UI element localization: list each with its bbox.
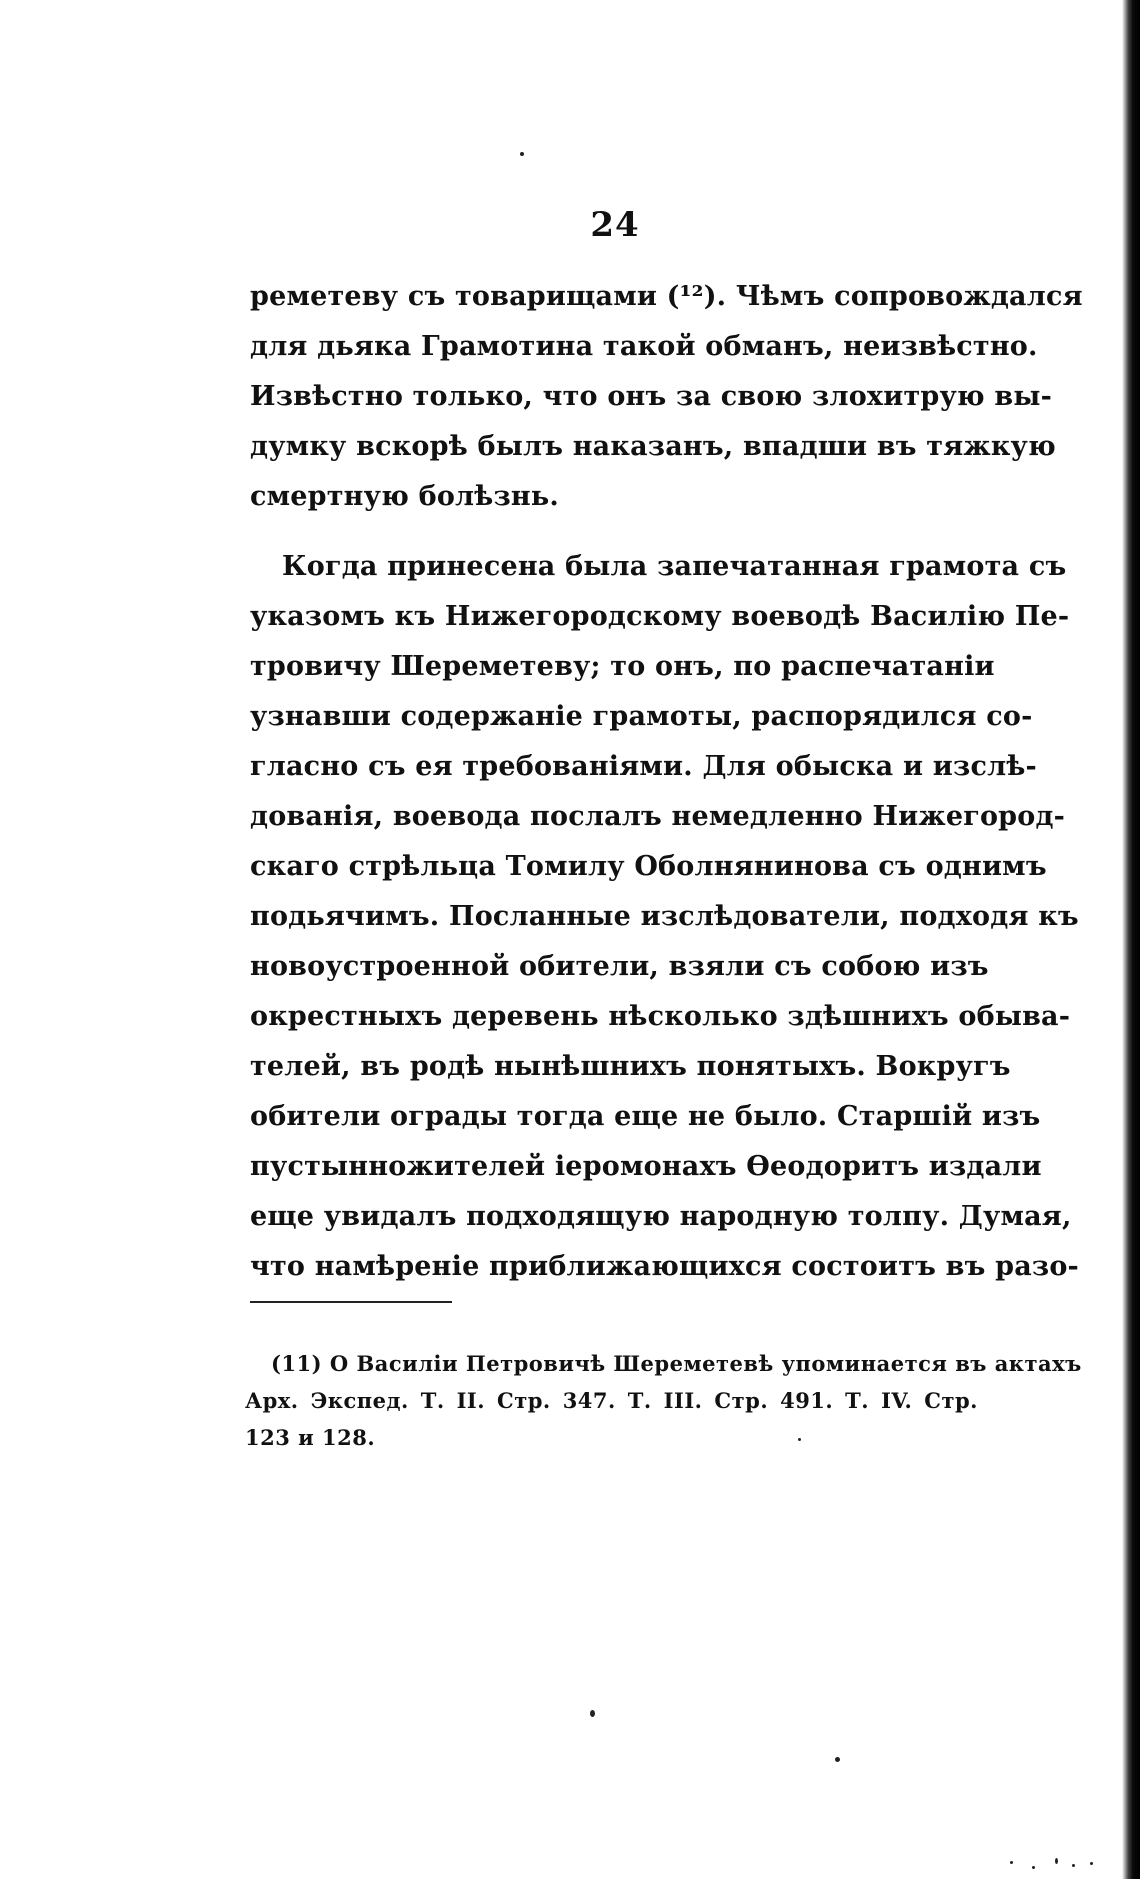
text-line: телей, въ родѣ нынѣшнихъ понятыхъ. Вокругъ [250, 1051, 1011, 1082]
footnote [245, 1345, 1082, 1456]
paragraph-gap [250, 522, 985, 542]
scan-speck [590, 1710, 595, 1717]
scan-speck [1055, 1858, 1058, 1864]
text-line: тровичу Шереметеву; то онъ, по распечатаніи [250, 651, 995, 682]
text-line: Извѣстно только, что онъ за свою злохитрую вы- [250, 381, 1053, 412]
text-line: что намѣреніе приближающихся состоитъ въ разо- [250, 1251, 1079, 1282]
text-line: смертную болѣзнь. [250, 481, 559, 512]
text-line: для дьяка Грамотина такой обманъ, неизвѣстно. [250, 331, 1038, 362]
text-line: указомъ къ Нижегородскому воеводѣ Василію Пе- [250, 601, 1070, 632]
text-line: дованія, воевода послалъ немедленно Нижегород- [250, 801, 1066, 832]
paragraph-2 [250, 542, 1079, 1292]
text-line: гласно съ ея требованіями. Для обыска и изслѣ- [250, 751, 1037, 782]
text-line: скаго стрѣльца Томилу Оболнянинова съ однимъ [250, 851, 1047, 882]
page-number-text: 24 [590, 205, 640, 245]
page-edge-shadow [1122, 0, 1140, 1879]
page-number [0, 205, 1140, 245]
text-line: думку вскорѣ былъ наказанъ, впадши въ тяжкую [250, 431, 1056, 462]
scan-speck [1032, 1866, 1035, 1869]
text-line: обители ограды тогда еще не было. Старшій изъ [250, 1101, 1041, 1132]
text-line: узнавши содержаніе грамоты, распорядился со- [250, 701, 1033, 732]
footnote-line: 123 и 128. [245, 1425, 376, 1450]
scan-speck [835, 1757, 840, 1762]
text-line: подьячимъ. Посланные изслѣдователи, подходя къ [250, 901, 1079, 932]
text-line: еще увидалъ подходящую народную толпу. Думая, [250, 1201, 1072, 1232]
main-text [250, 272, 1083, 1292]
text-line: Когда принесена была запечатанная грамота съ [282, 551, 1067, 582]
scan-speck [520, 152, 524, 156]
footnote-divider [250, 1301, 452, 1303]
text-line: окрестныхъ деревень нѣсколько здѣшнихъ обыва- [250, 1001, 1071, 1032]
footnote-line: Арх. Экспед. Т. II. Стр. 347. Т. III. Стр. 491. Т. IV. Стр. [245, 1388, 978, 1413]
scan-speck [1010, 1861, 1013, 1864]
footnote-line: (11) О Василіи Петровичѣ Шереметевѣ упоминается въ актахъ [271, 1351, 1082, 1376]
text-line: реметеву съ товарищами (¹²). Чѣмъ сопровождался [250, 281, 1083, 312]
scan-speck [1090, 1862, 1093, 1865]
scan-speck [1072, 1864, 1075, 1867]
text-line: пустынножителей іеромонахъ Ѳеодоритъ издали [250, 1151, 1042, 1182]
scan-speck [798, 1438, 801, 1441]
text-line: новоустроенной обители, взяли съ собою изъ [250, 951, 989, 982]
paragraph-1 [250, 272, 1083, 522]
